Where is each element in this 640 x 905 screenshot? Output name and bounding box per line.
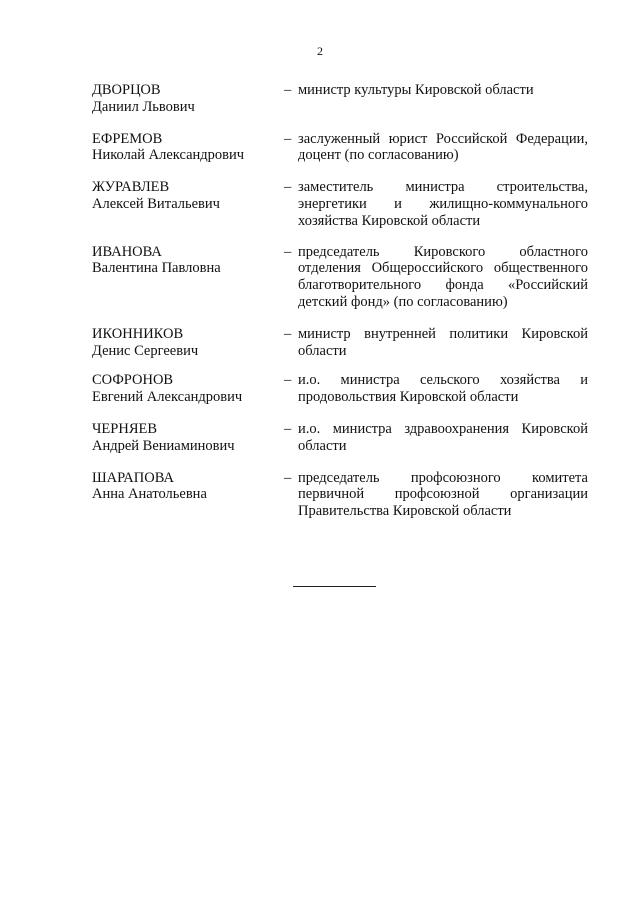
- member-position: [298, 372, 588, 406]
- member-given-name: Даниил Львович: [92, 98, 195, 115]
- member-position: [298, 82, 588, 116]
- member-position: [298, 421, 588, 455]
- dash-separator: –: [284, 372, 292, 389]
- member-name: [92, 82, 284, 116]
- member-position: [298, 326, 588, 360]
- position-line: министр культуры Кировской области: [298, 82, 534, 98]
- member-given-name: Андрей Вениаминович: [92, 437, 235, 454]
- member-position: [298, 470, 588, 520]
- closing-rule: [293, 586, 376, 587]
- member-given-name: Анна Анатольевна: [92, 486, 207, 503]
- dash-separator: –: [284, 325, 292, 342]
- position-line: отделения Общероссийского общественного: [298, 260, 588, 277]
- member-entry-ikonnikov: [92, 326, 588, 360]
- position-line: области: [298, 342, 347, 359]
- position-line: продовольствия Кировской области: [298, 389, 519, 406]
- member-name: [92, 131, 284, 165]
- member-name: [92, 421, 284, 455]
- position-line: доцент (по согласованию): [298, 147, 459, 164]
- member-position: [298, 244, 588, 311]
- dash-separator: –: [284, 420, 292, 437]
- member-surname: ШАРАПОВА: [92, 469, 174, 486]
- position-line: энергетики и жилищно-коммунального: [298, 195, 588, 212]
- position-line: Правительства Кировской области: [298, 503, 512, 520]
- commission-member-list: [92, 82, 588, 520]
- position-line: первичной профсоюзной организации: [298, 486, 588, 503]
- position-line: министр внутренней политики Кировской: [298, 325, 588, 342]
- member-entry-sofronov: [92, 372, 588, 406]
- member-name: [92, 470, 284, 520]
- member-name: [92, 244, 284, 311]
- member-given-name: Николай Александрович: [92, 147, 245, 164]
- member-entry-zhuravlev: [92, 179, 588, 229]
- member-entry-sharapova: [92, 470, 588, 520]
- dash-separator: –: [284, 130, 292, 147]
- position-line: и.о. министра сельского хозяйства и: [298, 372, 588, 389]
- member-given-name: Евгений Александрович: [92, 389, 243, 406]
- member-surname: ИВАНОВА: [92, 243, 162, 260]
- member-entry-efremov: [92, 131, 588, 165]
- member-given-name: Денис Сергеевич: [92, 342, 199, 359]
- member-name: [92, 326, 284, 360]
- position-line: заместитель министра строительства,: [298, 179, 588, 196]
- member-surname: ДВОРЦОВ: [92, 82, 161, 98]
- dash-separator: –: [284, 179, 292, 196]
- member-position: [298, 179, 588, 229]
- member-entry-ivanova: [92, 244, 588, 311]
- dash-separator: –: [284, 469, 292, 486]
- position-line: председатель Кировского областного: [298, 243, 588, 260]
- member-given-name: Валентина Павловна: [92, 260, 221, 277]
- dash-separator: –: [284, 82, 292, 98]
- position-line: заслуженный юрист Российской Федерации,: [298, 130, 588, 147]
- member-surname: ЧЕРНЯЕВ: [92, 420, 158, 437]
- member-surname: ЕФРЕМОВ: [92, 130, 163, 147]
- position-line: благотворительного фонда «Российский: [298, 277, 588, 294]
- member-surname: ИКОННИКОВ: [92, 325, 184, 342]
- member-surname: ЖУРАВЛЕВ: [92, 179, 170, 196]
- member-entry-dvortsov: [92, 82, 588, 116]
- member-given-name: Алексей Витальевич: [92, 195, 220, 212]
- member-entry-chernyaev: [92, 421, 588, 455]
- position-line: области: [298, 437, 347, 454]
- member-name: [92, 372, 284, 406]
- member-surname: СОФРОНОВ: [92, 372, 174, 389]
- position-line: председатель профсоюзного комитета: [298, 469, 588, 486]
- member-position: [298, 131, 588, 165]
- dash-separator: –: [284, 243, 292, 260]
- position-line: детский фонд» (по согласованию): [298, 293, 508, 310]
- position-line: хозяйства Кировской области: [298, 212, 481, 229]
- page-number: 2: [317, 44, 323, 58]
- member-name: [92, 179, 284, 229]
- position-line: и.о. министра здравоохранения Кировской: [298, 420, 588, 437]
